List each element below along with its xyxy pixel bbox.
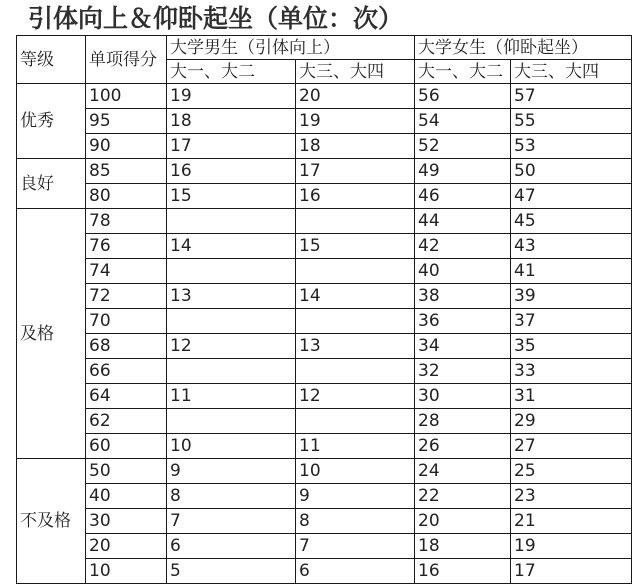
female-year12-cell: 32	[415, 359, 511, 384]
female-year12-cell: 56	[415, 84, 511, 109]
score-cell: 74	[86, 259, 167, 284]
table-row	[17, 334, 632, 359]
header-row	[17, 36, 632, 60]
male-year34-cell	[296, 409, 415, 434]
female-year34-cell: 17	[511, 559, 632, 584]
score-cell: 64	[86, 384, 167, 409]
male-year12-cell: 17	[167, 134, 296, 159]
score-cell: 60	[86, 434, 167, 459]
score-cell: 10	[86, 559, 167, 584]
table-row	[17, 384, 632, 409]
table-row	[17, 84, 632, 109]
female-year34-cell: 27	[511, 434, 632, 459]
female-year12-cell: 22	[415, 484, 511, 509]
table-row	[17, 284, 632, 309]
score-cell: 85	[86, 159, 167, 184]
male-year12-cell: 18	[167, 109, 296, 134]
female-year34-cell: 31	[511, 384, 632, 409]
score-cell: 62	[86, 409, 167, 434]
male-year12-cell: 11	[167, 384, 296, 409]
male-year34-cell: 14	[296, 284, 415, 309]
female-year34-cell: 43	[511, 234, 632, 259]
male-year34-cell: 15	[296, 234, 415, 259]
female-year34-cell: 47	[511, 184, 632, 209]
page-title: 引体向上＆仰卧起坐（单位：次）	[28, 4, 404, 33]
female-year34-cell: 25	[511, 459, 632, 484]
male-year12-cell: 7	[167, 509, 296, 534]
score-cell: 90	[86, 134, 167, 159]
female-year12-cell: 52	[415, 134, 511, 159]
female-year12-cell: 54	[415, 109, 511, 134]
male-year12-cell: 6	[167, 534, 296, 559]
female-year12-cell: 18	[415, 534, 511, 559]
table-row	[17, 484, 632, 509]
female-year12-cell: 30	[415, 384, 511, 409]
male-year12-cell	[167, 359, 296, 384]
female-year34-cell: 35	[511, 334, 632, 359]
female-year12-cell: 36	[415, 309, 511, 334]
male-year12-cell: 12	[167, 334, 296, 359]
male-year12-cell	[167, 309, 296, 334]
grade-header: 等级	[17, 36, 86, 84]
table-row	[17, 309, 632, 334]
score-cell: 76	[86, 234, 167, 259]
female-year34-cell: 23	[511, 484, 632, 509]
score-cell: 40	[86, 484, 167, 509]
female-year34-cell: 29	[511, 409, 632, 434]
score-cell: 50	[86, 459, 167, 484]
male-year12-cell: 8	[167, 484, 296, 509]
score-table	[16, 35, 632, 584]
male-year34-cell	[296, 309, 415, 334]
male-year34-cell: 13	[296, 334, 415, 359]
table-row	[17, 234, 632, 259]
score-cell: 72	[86, 284, 167, 309]
female-year12-cell: 24	[415, 459, 511, 484]
score-cell: 80	[86, 184, 167, 209]
grade-label: 优秀	[17, 84, 86, 159]
male-year34-cell	[296, 359, 415, 384]
table-row	[17, 184, 632, 209]
female-header: 大学女生（仰卧起坐）	[415, 36, 632, 60]
female-year34-cell: 55	[511, 109, 632, 134]
female-year34-cell: 19	[511, 534, 632, 559]
female-year12-cell: 40	[415, 259, 511, 284]
score-cell: 70	[86, 309, 167, 334]
table-row	[17, 434, 632, 459]
male-header: 大学男生（引体向上）	[167, 36, 415, 60]
male-year12-cell: 16	[167, 159, 296, 184]
male-year34-cell: 12	[296, 384, 415, 409]
female-year12-cell: 49	[415, 159, 511, 184]
male-year12-cell: 13	[167, 284, 296, 309]
male-year12-cell: 19	[167, 84, 296, 109]
male-year34-cell: 11	[296, 434, 415, 459]
table-row	[17, 559, 632, 584]
table-row	[17, 534, 632, 559]
male-year34-cell: 19	[296, 109, 415, 134]
score-cell: 68	[86, 334, 167, 359]
male-year34-cell: 9	[296, 484, 415, 509]
male-year12-cell	[167, 209, 296, 234]
female-year12-cell: 34	[415, 334, 511, 359]
female-year34-cell: 53	[511, 134, 632, 159]
female-year34-cell: 33	[511, 359, 632, 384]
female-year12-cell: 20	[415, 509, 511, 534]
female-year12-cell: 28	[415, 409, 511, 434]
score-cell: 66	[86, 359, 167, 384]
table-row	[17, 134, 632, 159]
male-year34-cell: 10	[296, 459, 415, 484]
male-year12-cell: 15	[167, 184, 296, 209]
grade-label: 及格	[17, 209, 86, 459]
female-year12-cell: 16	[415, 559, 511, 584]
male-year34-cell: 20	[296, 84, 415, 109]
female-year34-cell: 57	[511, 84, 632, 109]
female-year34-cell: 37	[511, 309, 632, 334]
male-year34-cell	[296, 209, 415, 234]
female-year34-header: 大三、大四	[511, 60, 632, 84]
female-year34-cell: 50	[511, 159, 632, 184]
male-year34-cell: 8	[296, 509, 415, 534]
female-year12-cell: 46	[415, 184, 511, 209]
score-cell: 100	[86, 84, 167, 109]
female-year12-cell: 42	[415, 234, 511, 259]
table-row	[17, 259, 632, 284]
score-cell: 20	[86, 534, 167, 559]
male-year34-cell: 6	[296, 559, 415, 584]
table-row	[17, 109, 632, 134]
table-row	[17, 459, 632, 484]
female-year12-cell: 38	[415, 284, 511, 309]
male-year12-cell	[167, 259, 296, 284]
score-cell: 78	[86, 209, 167, 234]
male-year12-header: 大一、大二	[167, 60, 296, 84]
table-row	[17, 509, 632, 534]
male-year34-cell: 16	[296, 184, 415, 209]
male-year34-cell	[296, 259, 415, 284]
grade-label: 良好	[17, 159, 86, 209]
male-year12-cell: 5	[167, 559, 296, 584]
male-year12-cell	[167, 409, 296, 434]
male-year34-cell: 7	[296, 534, 415, 559]
female-year12-cell: 44	[415, 209, 511, 234]
male-year12-cell: 10	[167, 434, 296, 459]
table-row	[17, 409, 632, 434]
table-row	[17, 359, 632, 384]
female-year34-cell: 45	[511, 209, 632, 234]
female-year34-cell: 41	[511, 259, 632, 284]
score-cell: 30	[86, 509, 167, 534]
table-row	[17, 209, 632, 234]
female-year12-cell: 26	[415, 434, 511, 459]
male-year12-cell: 14	[167, 234, 296, 259]
female-year12-header: 大一、大二	[415, 60, 511, 84]
male-year34-cell: 17	[296, 159, 415, 184]
male-year12-cell: 9	[167, 459, 296, 484]
male-year34-header: 大三、大四	[296, 60, 415, 84]
grade-label: 不及格	[17, 459, 86, 584]
male-year34-cell: 18	[296, 134, 415, 159]
table-row	[17, 159, 632, 184]
female-year34-cell: 21	[511, 509, 632, 534]
female-year34-cell: 39	[511, 284, 632, 309]
score-cell: 95	[86, 109, 167, 134]
score-header: 单项得分	[86, 36, 167, 84]
